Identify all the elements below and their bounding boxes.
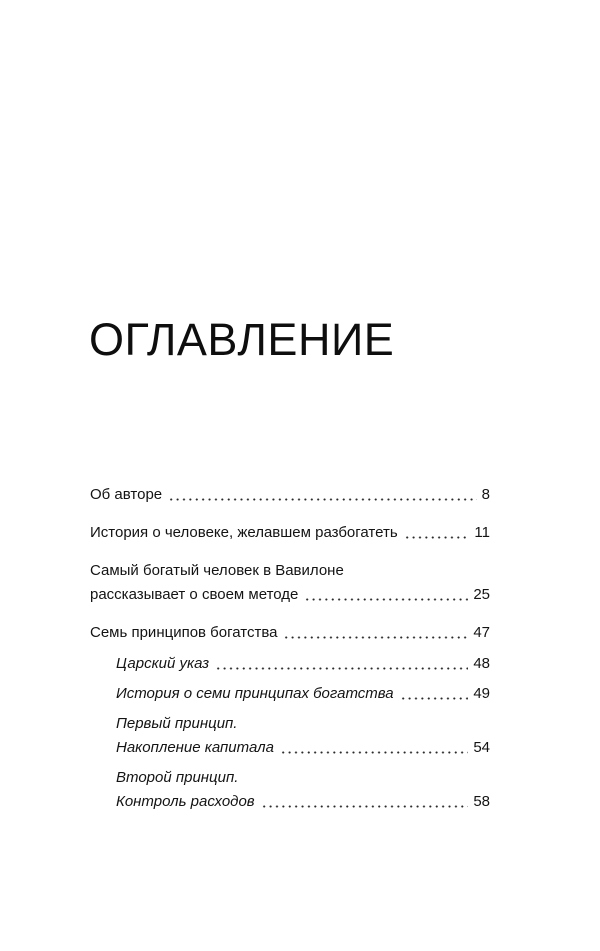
- toc-entry-page: 8: [481, 486, 490, 503]
- toc-entry-line: [116, 652, 490, 676]
- dot-leader: [404, 521, 470, 545]
- toc-entry-line: [90, 621, 490, 645]
- toc-entry-title: Накопление капитала: [116, 739, 274, 756]
- dot-leader: [304, 583, 468, 607]
- toc-entry-title-line: Самый богатый человек в Вавилоне: [90, 562, 344, 579]
- dot-leader: [261, 790, 469, 814]
- toc-entry-title-line: Второй принцип.: [116, 769, 239, 786]
- toc-entry-title: История о человеке, желавшем разбогатеть: [90, 524, 398, 541]
- toc-entry-page: 25: [473, 586, 490, 603]
- toc-entry-title: Контроль расходов: [116, 793, 255, 810]
- page-title: ОГЛАВЛЕНИЕ: [89, 314, 395, 365]
- toc-entry-title: Царский указ: [116, 655, 210, 672]
- toc-entry-title: Семь принципов богатства: [90, 624, 278, 641]
- dot-leader: [400, 682, 469, 706]
- toc-entry: [90, 521, 490, 545]
- toc-entry: [90, 621, 490, 645]
- toc-entry-page: 58: [473, 793, 490, 810]
- dot-leader: [168, 483, 477, 507]
- toc-entry-line: [116, 790, 490, 814]
- toc-entry: [90, 559, 490, 607]
- toc-entry-line: [116, 682, 490, 706]
- toc-entry-line: [116, 736, 490, 760]
- toc-entry-title-line: Первый принцип.: [116, 715, 238, 732]
- toc-entry-line: [90, 483, 490, 507]
- dot-leader: [283, 621, 468, 645]
- dot-leader: [215, 652, 468, 676]
- toc-entry-title: История о семи принципах богатства: [116, 685, 394, 702]
- toc-entry-page: 11: [474, 524, 490, 541]
- toc-entry-page: 54: [473, 739, 490, 756]
- toc-entry-page: 47: [473, 624, 490, 641]
- toc-entry: [90, 483, 490, 507]
- dot-leader: [280, 736, 468, 760]
- toc-subentry: [90, 712, 490, 760]
- table-of-contents: [90, 483, 490, 814]
- toc-entry-page: 49: [473, 685, 490, 702]
- toc-entry-title: рассказывает о своем методе: [90, 586, 299, 603]
- toc-subentry: [90, 766, 490, 814]
- toc-subentry: [90, 652, 490, 676]
- toc-entry-page: 48: [473, 655, 490, 672]
- toc-entry-title: Об авторе: [90, 486, 163, 503]
- toc-entry-line: [90, 583, 490, 607]
- toc-entry-line: [90, 521, 490, 545]
- toc-subentry: [90, 682, 490, 706]
